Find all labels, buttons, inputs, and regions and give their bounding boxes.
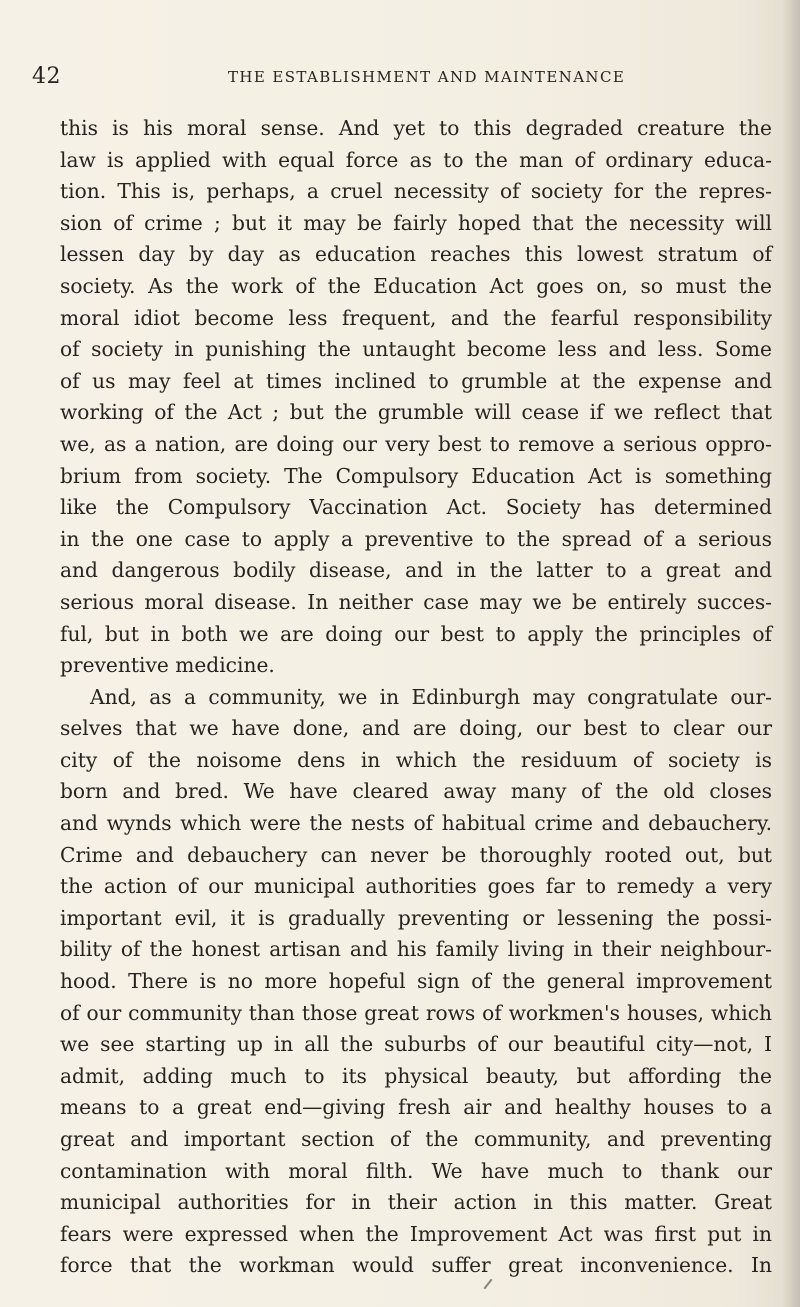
running-header-title: THE ESTABLISHMENT AND MAINTENANCE <box>228 68 626 86</box>
paragraph-first-line: And, as a community, we in Edinburgh may congratulate our- <box>90 684 772 709</box>
page-number: 42 <box>32 64 61 89</box>
text-line: serious moral disease. In neither case may we be entirely succes- <box>60 589 772 614</box>
text-line: moral idiot become less frequent, and the fearful responsibility <box>60 305 772 330</box>
text-line: and wynds which were the nests of habitual crime and debauchery. <box>60 811 772 836</box>
text-line: hood. There is no more hopeful sign of the general improvement <box>60 969 772 994</box>
text-line: ful, but in both we are doing our best to apply the principles of <box>60 621 772 646</box>
text-line: selves that we have done, and are doing, our best to clear our <box>60 716 772 741</box>
text-line: means to a great end—giving fresh air and healthy houses to a <box>60 1095 772 1120</box>
text-line: we see starting up in all the suburbs of our beautiful city—not, I <box>60 1032 772 1057</box>
page-edge-shadow <box>782 0 800 1307</box>
paragraph-end-line: preventive medicine. <box>60 653 275 678</box>
running-header <box>0 64 800 92</box>
text-line: law is applied with equal force as to the man of ordinary educa- <box>60 147 772 172</box>
text-line: lessen day by day as education reaches this lowest stratum of <box>60 242 772 267</box>
text-line: born and bred. We have cleared away many of the old closes <box>60 779 772 804</box>
text-line: city of the noisome dens in which the residuum of society is <box>60 747 772 772</box>
text-line: tion. This is, perhaps, a cruel necessity of society for the repres- <box>60 179 772 204</box>
text-line: brium from society. The Compulsory Education Act is something <box>60 463 772 488</box>
text-line: Crime and debauchery can never be thoroughly rooted out, but <box>60 842 772 867</box>
text-line: fears were expressed when the Improvement Act was first put in <box>60 1221 772 1246</box>
text-line: great and important section of the community, and preventing <box>60 1127 772 1151</box>
text-line: sion of crime ; but it may be fairly hoped that the necessity will <box>60 210 772 235</box>
text-line: force that the workman would suffer great inconvenience. In <box>60 1253 772 1278</box>
text-line: of our community than those great rows of workmen's houses, which <box>60 1000 772 1025</box>
text-line: municipal authorities for in their action in this matter. Great <box>60 1190 772 1215</box>
text-line: admit, adding much to its physical beauty, but affording the <box>60 1063 772 1088</box>
text-line: bility of the honest artisan and his family living in their neighbour- <box>60 937 772 962</box>
text-line: of us may feel at times inclined to grumble at the expense and <box>60 368 772 393</box>
text-line: of society in punishing the untaught become less and less. Some <box>60 337 772 362</box>
text-line: like the Compulsory Vaccination Act. Society has determined <box>60 495 772 520</box>
text-line: working of the Act ; but the grumble will cease if we reflect that <box>60 400 772 425</box>
text-line: important evil, it is gradually preventing or lessening the possi- <box>60 905 772 930</box>
body-text <box>60 113 772 1282</box>
text-line: and dangerous bodily disease, and in the latter to a great and <box>60 558 772 583</box>
text-line: contamination with moral filth. We have much to thank our <box>60 1158 772 1183</box>
text-line: we, as a nation, are doing our very best to remove a serious oppro- <box>60 431 772 456</box>
text-line: society. As the work of the Education Act goes on, so must the <box>60 273 772 298</box>
text-line: in the one case to apply a preventive to the spread of a serious <box>60 526 772 551</box>
text-line: this is his moral sense. And yet to this degraded creature the <box>60 116 772 140</box>
text-line: the action of our municipal authorities goes far to remedy a very <box>60 874 772 899</box>
